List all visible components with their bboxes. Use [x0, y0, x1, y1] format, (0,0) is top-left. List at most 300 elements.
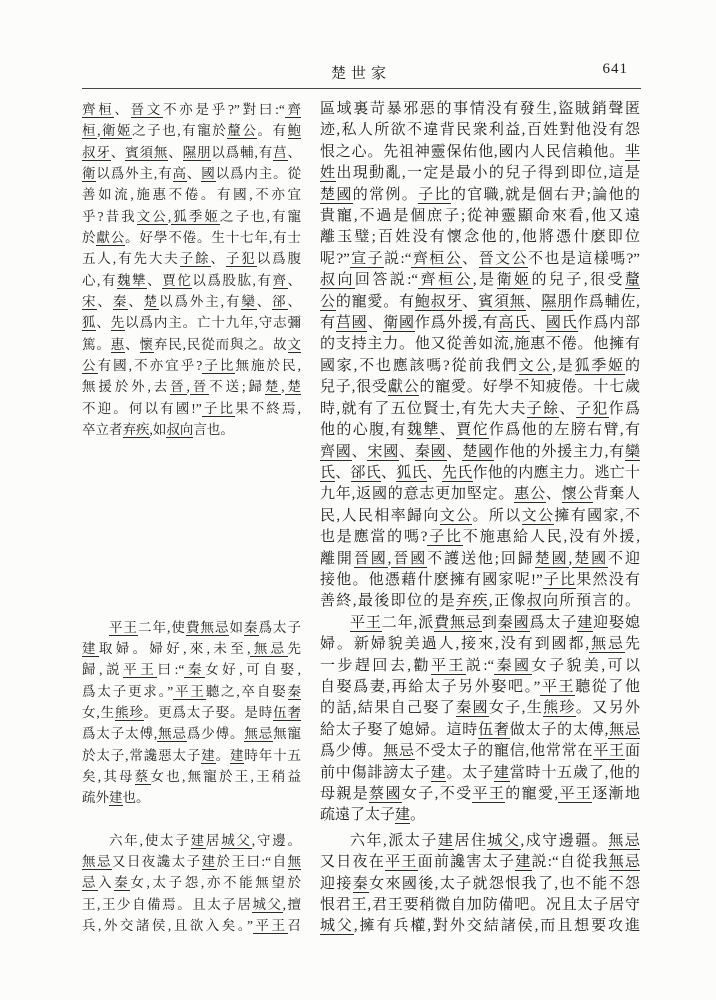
text-segment: 作爲外援,有	[414, 315, 499, 332]
proper-noun: 文公	[136, 208, 168, 224]
text-segment: ,戍守邊疆。	[520, 832, 609, 849]
text-segment: ,正像	[488, 593, 527, 610]
text-segment: 以爲外主,有	[96, 166, 173, 182]
proper-noun: 建	[430, 764, 447, 781]
text-segment: 不迎。何以有國!”	[82, 400, 202, 416]
proper-noun: 建	[437, 832, 455, 849]
text-segment: 居	[205, 832, 222, 848]
proper-noun: 晉文公	[478, 250, 528, 267]
proper-noun: 齊桓	[82, 102, 115, 117]
text-segment: 當時十五歲了,他的	[509, 764, 640, 781]
proper-noun: 宋國	[367, 443, 400, 460]
text-segment: 母親是	[320, 786, 370, 802]
text-segment: 召	[287, 917, 301, 933]
proper-noun: 平王	[123, 662, 158, 678]
proper-noun: 楚國	[462, 443, 494, 460]
text-segment: 的兒子,很受	[531, 272, 625, 289]
text-segment: 的寵愛。好學不知疲倦。十七歲	[419, 379, 640, 396]
text-segment: 、	[462, 293, 479, 310]
proper-noun: 文	[287, 336, 301, 352]
text-segment: 、	[530, 315, 546, 332]
proper-noun: 子比	[542, 571, 577, 588]
text-segment: 不迎	[608, 550, 640, 567]
proper-noun: 無忌	[157, 726, 187, 742]
text-segment: 、	[399, 443, 415, 460]
text-line	[320, 99, 640, 120]
text-segment: 聽從了他	[575, 678, 640, 695]
proper-noun: 衛姬	[100, 123, 133, 139]
text-segment: 、	[96, 315, 111, 331]
text-segment: 自娶爲妻,再給太子另外娶吧。”	[320, 678, 541, 695]
proper-noun: 建	[190, 832, 206, 848]
text-segment: 九年,返國的意志更加堅定。	[320, 486, 515, 503]
proper-noun: 文公	[521, 507, 555, 524]
text-segment: 。又另外	[575, 700, 640, 717]
proper-noun: 平王	[109, 619, 139, 635]
text-line	[320, 484, 640, 505]
proper-noun: 忌	[82, 875, 99, 891]
text-line	[82, 659, 301, 680]
proper-noun: 無忌	[244, 726, 274, 742]
text-segment: 不護送他;回歸	[427, 550, 535, 567]
text-line	[320, 698, 640, 719]
text-segment: ,	[281, 379, 285, 395]
text-line	[320, 356, 640, 377]
proper-noun: 齊桓公	[418, 272, 473, 289]
text-segment: 呢?”	[320, 250, 350, 267]
text-segment: 又日夜讒太子	[111, 853, 202, 869]
text-segment: 國家,不也應該嗎?從前我們	[320, 357, 519, 374]
text-line	[320, 120, 640, 141]
text-segment: 先	[624, 636, 640, 653]
proper-noun: 蔡國	[369, 786, 402, 802]
text-segment: 王,王少自備焉。且太子居	[82, 896, 253, 912]
text-content	[82, 99, 640, 938]
text-segment: 於太子,常讒惡太子	[82, 747, 202, 763]
text-segment: 作他的内應主力。逃亡十	[472, 464, 640, 481]
text-line	[82, 376, 301, 397]
text-segment: 於王曰:“自	[216, 853, 288, 869]
proper-noun: 叔向	[166, 422, 194, 438]
text-segment: 篤。	[82, 336, 111, 352]
text-segment: 女子,生	[488, 700, 544, 717]
text-segment: 以爲腹	[256, 251, 302, 267]
proper-noun: 平王	[472, 786, 506, 802]
text-line	[320, 741, 640, 762]
text-line	[320, 656, 640, 677]
proper-noun: 賈佗	[456, 422, 489, 439]
proper-noun: 建	[577, 614, 594, 631]
text-line	[82, 419, 301, 440]
proper-noun: 魏犨	[406, 422, 440, 439]
text-line	[82, 766, 301, 787]
text-segment: 聽之,卒自娶	[205, 683, 288, 699]
text-segment: 、	[186, 166, 202, 182]
text-line	[320, 142, 640, 163]
text-line	[82, 830, 301, 851]
text-segment: 回答説:“	[354, 272, 419, 289]
text-segment: 擁有國家,不	[554, 507, 640, 524]
proper-noun: 狐季姬	[574, 357, 625, 374]
text-segment: 不也是這樣嗎?”	[527, 250, 640, 267]
text-line	[320, 784, 640, 805]
text-line	[82, 851, 301, 872]
proper-noun: 衛姬	[496, 272, 532, 289]
text-segment: 、	[287, 144, 301, 160]
text-segment: 的常例。	[352, 186, 419, 203]
text-segment: ,是	[472, 272, 497, 289]
proper-noun: 國	[201, 166, 216, 182]
proper-noun: 費無忌	[185, 619, 230, 635]
proper-noun: 平王	[173, 683, 206, 699]
text-segment: 作爲他的左膀右臂,有	[488, 422, 640, 439]
text-segment: 、	[462, 250, 479, 267]
proper-noun: 秦	[112, 294, 129, 310]
text-segment: 以爲股肱,有	[192, 272, 273, 288]
text-segment: 離開	[320, 550, 354, 567]
paragraph	[82, 830, 301, 937]
proper-noun: 熊珍	[543, 700, 576, 717]
proper-noun: 子比	[418, 186, 451, 203]
proper-noun: 平王	[253, 917, 288, 933]
text-segment: 無援於外,去	[82, 379, 171, 395]
proper-noun: 賓須無	[478, 293, 526, 310]
proper-noun: 莒	[273, 144, 288, 160]
proper-noun: 狐	[82, 315, 97, 331]
text-segment: 、	[147, 272, 163, 288]
text-line	[82, 142, 301, 163]
text-segment: 作爲	[608, 400, 640, 417]
text-segment: 歸,説	[82, 662, 124, 678]
proper-noun: 伍奢	[478, 721, 510, 738]
text-segment: 背棄人	[593, 486, 640, 503]
text-line	[82, 291, 301, 312]
text-segment: 取婦。婦好,來,未至,	[98, 640, 251, 656]
text-segment: 不亦是乎?”對曰:“	[163, 102, 285, 117]
proper-noun: 叔向	[526, 593, 560, 610]
text-segment: 五人,有先大夫	[82, 251, 180, 267]
proper-noun: 秦	[114, 875, 131, 891]
proper-noun: 宋	[82, 294, 98, 310]
text-segment: 有	[320, 315, 336, 332]
text-segment: 言也。	[193, 422, 234, 438]
proper-noun: 欒	[241, 294, 257, 310]
proper-noun: 秦國	[497, 614, 530, 631]
proper-noun: 齊桓公	[411, 250, 463, 267]
text-segment: 女,生	[82, 704, 115, 720]
paragraph	[82, 99, 301, 441]
text-segment: ,擅	[282, 896, 302, 912]
text-segment: 作爲内部	[577, 315, 640, 332]
proper-noun: 城父	[221, 832, 252, 848]
text-line	[320, 270, 640, 291]
proper-noun: 宣子	[349, 250, 385, 267]
proper-noun: 子比	[201, 400, 236, 416]
text-segment: ,擁有兵權,對外交結諸侯,而且想要攻進	[353, 918, 640, 935]
text-segment: 二年,派	[381, 614, 435, 631]
text-segment: 、	[525, 293, 542, 310]
proper-noun: 子比	[427, 529, 463, 546]
classical-text-column	[82, 99, 301, 936]
text-line	[320, 506, 640, 527]
text-segment: 。	[410, 807, 426, 824]
text-segment: 二年,使	[138, 619, 186, 635]
proper-noun: 莒國	[335, 315, 368, 332]
proper-noun: 子餘	[526, 400, 560, 417]
text-line	[320, 831, 640, 852]
text-segment: 果不終焉,	[235, 400, 302, 416]
proper-noun: 子比	[202, 358, 236, 374]
text-line	[320, 591, 640, 612]
proper-noun: 無	[287, 853, 302, 869]
text-segment: 民,人民相率歸向	[320, 507, 440, 524]
text-segment: 、	[335, 464, 351, 481]
text-segment: 説:“	[465, 657, 495, 674]
text-segment: 不送;歸	[209, 379, 265, 395]
text-segment: 接他。他憑藉什麽擁有國家呢!”	[320, 571, 543, 588]
text-segment: 爲少傅。	[186, 726, 245, 742]
proper-noun: 鮑叔牙	[414, 293, 463, 310]
proper-noun: 建	[395, 807, 411, 824]
text-segment: 、	[439, 422, 457, 439]
text-segment: 離玉璧;百姓没有懷念他的,他將憑什麽即位	[320, 229, 640, 246]
proper-noun: 平王	[350, 614, 382, 631]
text-segment: 曰:“	[157, 662, 185, 678]
proper-noun: 楚國	[572, 550, 609, 567]
proper-noun: 齊	[284, 102, 302, 117]
text-segment: 疏遠了太子	[320, 807, 396, 824]
proper-noun: 無忌	[250, 640, 288, 656]
text-line	[320, 377, 640, 398]
text-segment: 。	[215, 747, 230, 763]
proper-noun: 郤	[272, 294, 288, 310]
text-segment: 善如流,施惠不倦。有國,不亦宜	[82, 187, 301, 203]
text-line	[320, 852, 640, 873]
proper-noun: 欒	[624, 443, 640, 460]
text-segment: 時年十五	[244, 747, 301, 763]
text-segment: 、	[168, 144, 183, 160]
text-segment: 女好,可自娶,	[205, 662, 302, 678]
text-segment: 女子貌美,可以	[531, 657, 640, 674]
text-segment: ,	[186, 379, 190, 395]
text-segment: 爲太子	[529, 614, 578, 631]
text-line	[320, 916, 640, 937]
proper-noun: 子犯	[225, 251, 257, 267]
text-segment: 説:“自從我	[531, 854, 609, 871]
text-segment: 恨君王,君王要稍微自加防備吧。况且太子居守	[320, 897, 640, 914]
text-segment: 果然没有	[576, 571, 640, 588]
text-line	[82, 872, 301, 893]
text-segment: 以爲輔,有	[211, 144, 274, 160]
text-segment: 入	[98, 875, 115, 891]
text-segment: 他的心腹,有	[320, 422, 407, 439]
proper-noun: 無忌	[82, 853, 112, 869]
text-segment: 、	[210, 251, 226, 267]
proper-noun: 衛	[82, 166, 97, 182]
text-line	[82, 681, 301, 702]
text-segment: 疏外	[82, 790, 109, 806]
text-segment: 、	[426, 464, 442, 481]
text-segment: 。有	[257, 123, 288, 139]
text-segment: 一步趕回去,勸	[320, 657, 431, 674]
text-segment: 居住	[454, 832, 488, 849]
proper-noun: 狐季姬	[171, 208, 220, 224]
text-segment: 迎娶媳	[593, 614, 640, 631]
text-segment: 的寵愛。有	[335, 293, 415, 310]
text-segment: 女來國後,太子就怨恨我了,也不能不怨	[369, 875, 640, 892]
text-segment: 於	[82, 230, 97, 246]
proper-noun: 平王	[593, 743, 625, 760]
proper-noun: 文公	[518, 357, 553, 374]
text-segment: 的話,結果自己娶了	[320, 700, 457, 717]
text-line	[320, 313, 640, 334]
text-line	[320, 292, 640, 313]
proper-noun: 文公	[439, 507, 473, 524]
proper-noun: 公	[82, 358, 98, 374]
text-segment: 、	[351, 443, 368, 460]
text-line	[320, 163, 640, 184]
paragraph	[320, 99, 640, 613]
paragraph	[320, 613, 640, 827]
proper-noun: 建	[230, 747, 245, 763]
text-segment: 所預言的。	[559, 593, 640, 610]
text-segment: 作爲輔佐,	[572, 293, 640, 310]
text-segment: 到	[481, 614, 498, 631]
text-segment: 女也,無寵於王,王稍益	[150, 768, 302, 784]
text-segment: 爲太子太傅,	[82, 726, 158, 742]
proper-noun: 高氏	[498, 315, 531, 332]
text-line	[320, 805, 640, 826]
page-header	[82, 60, 640, 86]
text-segment: 、	[367, 315, 384, 332]
text-segment: 爲少傅。	[320, 743, 384, 760]
proper-noun: 楚	[143, 294, 160, 310]
proper-noun: 隰朋	[182, 144, 212, 160]
text-segment: 也是應當的嗎?	[320, 529, 428, 546]
proper-noun: 公	[320, 293, 336, 310]
text-segment: 女子,不受	[401, 786, 473, 802]
text-line	[320, 249, 640, 270]
text-line	[320, 185, 640, 206]
proper-noun: 建	[109, 790, 123, 806]
proper-noun: 衛國	[383, 315, 415, 332]
proper-noun: 無忌	[608, 854, 640, 871]
text-segment: 逐漸地	[592, 786, 640, 802]
text-line	[320, 463, 640, 484]
text-segment: 兒子,很受	[320, 379, 388, 396]
proper-noun: 平王	[430, 657, 466, 674]
proper-noun: 楚國	[534, 550, 569, 567]
proper-noun: 晉國	[391, 550, 428, 567]
text-line	[82, 99, 301, 120]
text-segment: 以爲内主。亡十九年,守志彌	[125, 315, 301, 331]
text-segment: 、	[381, 464, 397, 481]
proper-noun: 建	[493, 764, 510, 781]
text-segment: 、	[256, 294, 273, 310]
text-segment: 矣,其母	[82, 768, 135, 784]
text-line	[82, 206, 301, 227]
proper-noun: 平王	[385, 854, 418, 871]
text-segment: 、	[559, 400, 576, 417]
text-segment: 、	[545, 486, 562, 503]
text-segment: 也。	[122, 790, 150, 806]
text-line	[82, 355, 301, 376]
proper-noun: 秦	[287, 683, 302, 699]
proper-noun: 建	[515, 854, 532, 871]
proper-noun: 楚	[264, 379, 282, 395]
text-line	[82, 638, 301, 659]
text-line	[82, 617, 301, 638]
proper-noun: 子餘	[179, 251, 211, 267]
proper-noun: 叔向	[320, 272, 355, 289]
proper-noun: 建	[201, 853, 217, 869]
text-segment: 乎?昔我	[82, 208, 137, 224]
text-segment: ,守邊。	[251, 832, 302, 848]
text-segment: 。所以	[472, 507, 522, 524]
proper-noun: 城父	[320, 918, 354, 935]
text-segment: 不施惠給人民,没有外援,	[462, 529, 640, 546]
text-line	[82, 787, 301, 808]
proper-noun: 晉	[170, 379, 187, 395]
text-segment: 爲太子	[258, 619, 302, 635]
text-segment: ,	[568, 550, 573, 567]
header-rule	[82, 88, 641, 89]
proper-noun: 秦國	[494, 657, 532, 674]
text-segment: 又日夜在	[320, 854, 386, 871]
text-line	[320, 442, 640, 463]
proper-noun: 秦國	[414, 443, 447, 460]
translation-column	[320, 99, 640, 938]
text-line	[82, 894, 301, 915]
text-line	[82, 312, 301, 333]
proper-noun: 釐	[624, 272, 640, 289]
proper-noun: 狐氏	[396, 464, 427, 481]
text-segment: 心,有	[82, 272, 118, 288]
proper-noun: 懷	[139, 336, 154, 352]
proper-noun: 伍奢	[273, 704, 301, 720]
text-segment: 迎接	[320, 875, 353, 892]
proper-noun: 無忌	[383, 743, 415, 760]
text-segment: 爲太子更求。”	[82, 683, 174, 699]
text-segment: 。太子	[446, 764, 494, 781]
text-line	[320, 874, 640, 895]
text-line	[320, 677, 640, 698]
text-segment: 貴寵,不過是個庶子;從神靈顯命來看,他又遠	[320, 208, 640, 225]
text-line	[320, 227, 640, 248]
text-segment: 的	[624, 357, 640, 374]
text-segment: 弃民,民從而與之。故	[153, 336, 288, 352]
proper-noun: 國氏	[545, 315, 578, 332]
text-segment: 出現動亂,一定是最小的兒子得到即位,這是	[336, 165, 640, 182]
proper-noun: 氏	[320, 464, 336, 481]
proper-noun: 秦	[184, 662, 206, 678]
proper-noun: 姓	[320, 165, 337, 182]
proper-noun: 魏犨	[117, 272, 148, 288]
text-segment: ,	[97, 123, 101, 139]
proper-noun: 先氏	[442, 464, 473, 481]
proper-noun: 齊	[272, 272, 288, 288]
text-segment: 做太子的太傅,	[509, 721, 609, 738]
text-segment: 時,就有了五位賢士,有先大夫	[320, 400, 527, 417]
text-line	[82, 184, 301, 205]
proper-noun: 獻公	[387, 379, 420, 396]
text-line	[320, 549, 640, 570]
proper-noun: 齊國	[320, 443, 352, 460]
proper-noun: 秦國	[456, 700, 489, 717]
text-segment: 卒立者	[82, 422, 123, 438]
text-line	[320, 399, 640, 420]
text-segment: 以爲外主,有	[159, 294, 242, 310]
